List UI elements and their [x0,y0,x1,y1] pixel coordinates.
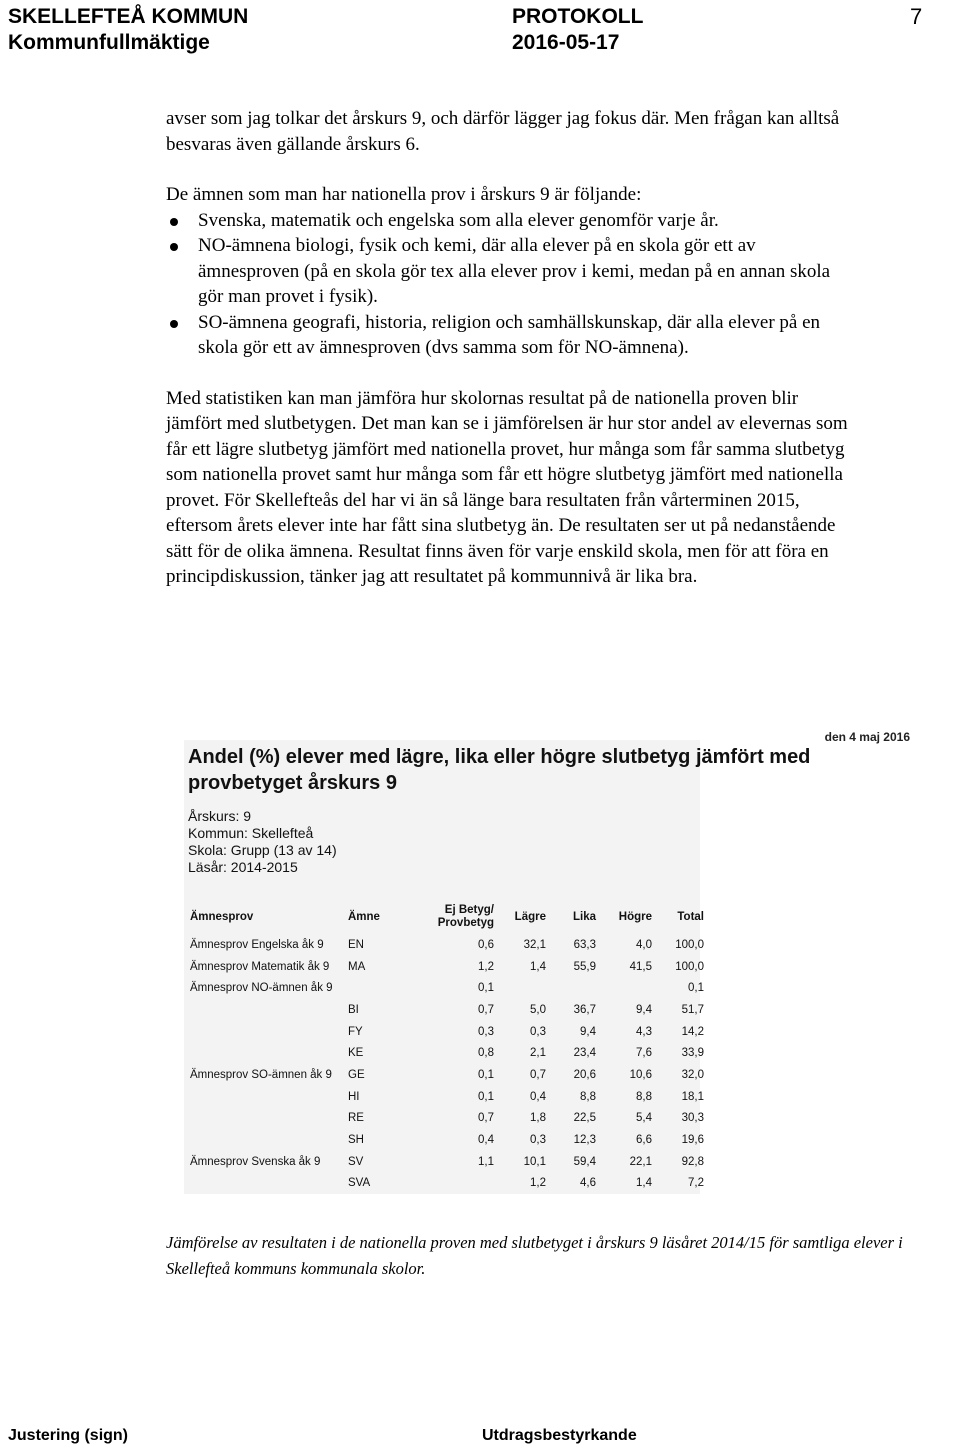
table-row [186,934,708,956]
table-cell-lagre [498,977,550,999]
table-cell-hogre: 22,1 [629,1155,652,1168]
table-cell-hogre: 9,4 [636,1003,652,1016]
table-row [186,1086,708,1108]
table-cell-total: 51,7 [681,1003,704,1016]
table-cell-lika: 23,4 [573,1047,596,1060]
table-cell-amnesprov [186,1173,344,1195]
table-cell-ej: 0,1 [478,982,494,995]
figure-date: den 4 maj 2016 [824,730,910,744]
table-cell-total: 30,3 [681,1112,704,1125]
table-cell-amnesprov [186,1086,344,1108]
table-cell-total: 18,1 [681,1090,704,1103]
table-cell-amne: BI [348,1003,359,1016]
meta-line: Årskurs: 9 [188,808,252,824]
table-cell-lika: 12,3 [573,1134,596,1147]
column-header: Lägre [514,910,546,923]
table-cell-total: 100,0 [675,960,704,973]
table-cell-amnesprov: Ämnesprov NO-ämnen åk 9 [190,982,333,995]
table-body [186,934,708,1194]
table-cell-lagre: 1,8 [530,1112,546,1125]
table-cell-total: 100,0 [675,938,704,951]
list-item [166,310,856,361]
bullet-icon [170,218,178,226]
table-cell-hogre: 10,6 [629,1068,652,1081]
paragraph-3: Med statistiken kan man jämföra hur skolornas resultat på de nationella proven blir jämfört med slutbetygen. Det man kan se i jämförelsen är hur stor andel av elevernas som får ett lägre slutbetyg jämfört med nationella provet, hur många som får samma slutbetyg som nationella provet samt hur många som får ett högre slutbetyg jämfört med nationella provet. För Skellefteås del har vi än så länge bara resultaten från vårterminen 2015, eftersom årets elever inte har fått sina slutbetyg än. De resultaten ser ut på nedanstående sätt för de olika ämnena. Resultat finns även för varje enskild skola, men för att föra en principdiskussion, tänker jag att resultatet på kommunnivå är lika bra. [166,387,848,587]
table-row [186,1021,708,1043]
table-cell-amne: RE [348,1112,364,1125]
table-cell-amnesprov [186,999,344,1021]
table-cell-amnesprov [186,1108,344,1130]
table-cell-amnesprov [186,1129,344,1151]
table-cell-ej: 0,1 [478,1068,494,1081]
paragraph-1: avser som jag tolkar det årskurs 9, och därför lägger jag fokus där. Men frågan kan alltså besvaras även gällande årskurs 6. [166,108,840,155]
column-header: Ej Betyg/ Provbetyg [437,904,494,929]
table-cell-amne: SV [348,1155,364,1168]
footer-certified-copy-label: Utdragsbestyrkande [482,1427,637,1444]
table-cell-total: 14,2 [681,1025,704,1038]
figure-caption: Jämförelse av resultaten i de nationella proven med slutbetyget i årskurs 9 läsåret 2014/15 för samtliga elever i Skellefteå kommuns kommunala skolor. [166,1233,903,1278]
table-cell-total: 7,2 [688,1177,704,1190]
column-header: Ämne [348,910,380,923]
table-cell-hogre: 7,6 [636,1047,652,1060]
meta-line: Läsår: 2014-2015 [188,859,298,875]
table-cell-amne: FY [348,1025,363,1038]
table-cell-lagre: 1,4 [530,960,546,973]
bullet-icon [170,320,178,328]
table-cell-amnesprov: Ämnesprov Svenska åk 9 [190,1155,321,1168]
bullet-icon [170,243,178,251]
table-cell-hogre: 6,6 [636,1134,652,1147]
table-row [186,1108,708,1130]
body-text [166,106,856,590]
table-cell-hogre: 5,4 [636,1112,652,1125]
column-header: Högre [618,910,652,923]
header-org: SKELLEFTEÅ KOMMUN [8,5,249,28]
table-cell-hogre: 41,5 [629,960,652,973]
table-cell-total: 33,9 [681,1047,704,1060]
column-header: Ämnesprov [190,910,254,923]
table-cell-lika: 9,4 [580,1025,596,1038]
table-cell-lika: 36,7 [573,1003,596,1016]
meta-line: Kommun: Skellefteå [188,825,314,841]
list-item [166,208,856,234]
paragraph-2-intro: De ämnen som man har nationella prov i årskurs 9 är följande: [166,184,642,205]
meta-line: Skola: Grupp (13 av 14) [188,842,337,858]
table-cell-lika: 63,3 [573,938,596,951]
table-cell-lika: 8,8 [580,1090,596,1103]
list-item [166,233,856,310]
table-cell-total: 19,6 [681,1134,704,1147]
table-cell-hogre: 8,8 [636,1090,652,1103]
table-cell-lika [550,977,600,999]
table-cell-lika: 55,9 [573,960,596,973]
table-cell-lika: 4,6 [580,1177,596,1190]
table-cell-amne: KE [348,1047,364,1060]
header-doc-type: PROTOKOLL [512,5,644,28]
list-item-text: NO-ämnena biologi, fysik och kemi, där alla elever på en skola gör ett av ämnesproven (på en skola gör tex alla elever prov i kemi, medan på en annan skola gör man provet i fysik). [198,235,831,307]
table-cell-lagre: 32,1 [523,938,546,951]
results-table [186,900,708,1194]
table-cell-ej: 0,3 [478,1025,494,1038]
table-cell-ej: 0,4 [478,1134,494,1147]
table-cell-ej: 1,2 [478,960,494,973]
table-cell-amne: HI [348,1090,360,1103]
table-cell-amne: SVA [348,1177,371,1190]
table-cell-lagre: 0,4 [530,1090,546,1103]
table-cell-lagre: 10,1 [523,1155,546,1168]
table-cell-amne: GE [348,1068,365,1081]
table-cell-ej: 0,6 [478,938,494,951]
table-cell-amnesprov: Ämnesprov Engelska åk 9 [190,938,324,951]
table-cell-amnesprov [186,1021,344,1043]
header-date: 2016-05-17 [512,31,620,54]
table-cell-ej: 0,7 [478,1003,494,1016]
table-cell-hogre: 4,3 [636,1025,652,1038]
table-cell-hogre [600,977,656,999]
table-row [186,1129,708,1151]
table-cell-lagre: 1,2 [530,1177,546,1190]
table-cell-ej: 0,7 [478,1112,494,1125]
figure-meta [188,808,337,876]
table-cell-total: 92,8 [681,1155,704,1168]
table-row [186,999,708,1021]
table-cell-ej: 0,1 [478,1090,494,1103]
table-cell-ej [412,1173,498,1195]
table-row [186,1064,708,1086]
list-item-text: SO-ämnena geografi, historia, religion och samhällskunskap, där alla elever på en skola gör ett av ämnesproven (dvs samma som för NO-ämnena). [198,311,821,358]
table-cell-total: 32,0 [681,1068,704,1081]
table-cell-amne: SH [348,1134,364,1147]
table-cell-total: 0,1 [688,982,704,995]
footer-signature-label: Justering (sign) [8,1427,129,1444]
table-row [186,1151,708,1173]
table-cell-lagre: 2,1 [530,1047,546,1060]
statistics-figure [166,720,918,1202]
header-body: Kommunfullmäktige [8,31,210,54]
table-cell-lagre: 0,7 [530,1068,546,1081]
table-cell-lika: 20,6 [573,1068,596,1081]
table-cell-amne: EN [348,938,364,951]
figure-title: Andel (%) elever med lägre, lika eller högre slutbetyg jämfört med provbetyget årskurs 9 [188,746,811,794]
table-row [186,977,708,999]
table-cell-lagre: 0,3 [530,1025,546,1038]
table-cell-lagre: 5,0 [530,1003,546,1016]
table-row [186,956,708,978]
table-header-row [186,900,708,934]
table-cell-ej: 1,1 [478,1155,494,1168]
column-header: Total [677,910,704,923]
table-cell-ej: 0,8 [478,1047,494,1060]
table-cell-hogre: 4,0 [636,938,652,951]
list-item-text: Svenska, matematik och engelska som alla elever genomför varje år. [198,209,719,231]
table-cell-amne: MA [348,960,366,973]
table-cell-lika: 59,4 [573,1155,596,1168]
table-cell-amnesprov: Ämnesprov Matematik åk 9 [190,960,330,973]
column-header: Lika [572,910,596,923]
table-cell-amnesprov [186,1042,344,1064]
table-cell-amnesprov: Ämnesprov SO-ämnen åk 9 [190,1068,332,1081]
table-row [186,1042,708,1064]
table-cell-lagre: 0,3 [530,1134,546,1147]
table-row [186,1173,708,1195]
subject-list [166,208,856,361]
page-number: 7 [910,4,923,29]
table-cell-amne [344,977,412,999]
table-cell-hogre: 1,4 [636,1177,652,1190]
table-cell-lika: 22,5 [573,1112,596,1125]
